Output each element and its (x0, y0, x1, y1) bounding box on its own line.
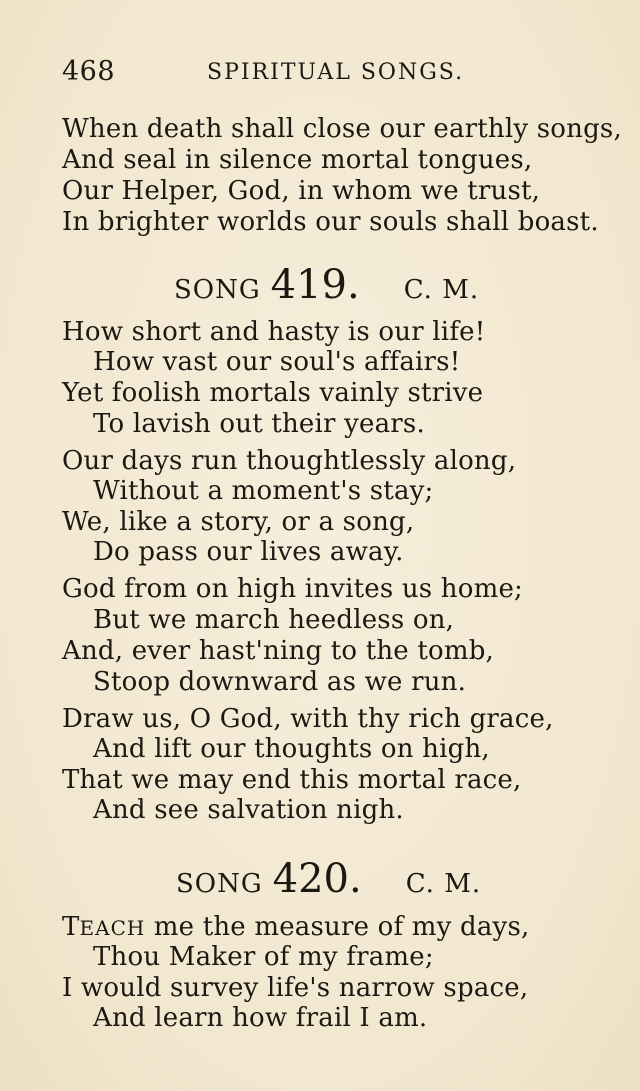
stanza-3-line-4: Stoop downward as we run. (93, 667, 467, 697)
stanza-3-line-3: And, ever hast'ning to the tomb, (62, 636, 495, 666)
stanza-3-line-1: God from on high invites us home; (62, 574, 523, 604)
stanza-4-line-2: And lift our thoughts on high, (93, 734, 490, 764)
first-line-text: me the measure of my days, (145, 912, 530, 942)
first-word-capital: T (62, 912, 80, 942)
stanza-2-line-1: Our days run thoughtlessly along, (62, 446, 517, 476)
previous-song-line-3: Our Helper, God, in whom we trust, (62, 176, 541, 206)
stanza-2-line-4: Do pass our lives away. (93, 537, 404, 567)
song-number: 420. (272, 856, 362, 902)
page-number: 468 (62, 56, 116, 87)
previous-song-line-2: And seal in silence mortal tongues, (62, 145, 533, 175)
stanza-2-line-3: We, like a story, or a song, (62, 507, 415, 537)
running-head (62, 56, 602, 96)
song-label: SONG (176, 869, 263, 899)
song-number: 419. (270, 262, 360, 308)
song-label: SONG (174, 275, 261, 305)
song-meter: C. M. (405, 869, 482, 899)
stanza-1-line-1: How short and hasty is our life! (62, 317, 486, 347)
first-word-small-caps: EACH (79, 916, 146, 940)
previous-song-line-4: In brighter worlds our souls shall boast. (62, 207, 599, 237)
previous-song-line-1: When death shall close our earthly songs, (62, 114, 622, 144)
stanza-4-line-3: That we may end this mortal race, (62, 765, 522, 795)
song-420-line-2: Thou Maker of my frame; (93, 942, 434, 972)
song-420-line-1 (62, 912, 529, 942)
stanza-4-line-4: And see salvation nigh. (93, 795, 404, 825)
stanza-3-line-2: But we march heedless on, (93, 605, 455, 635)
stanza-1-line-3: Yet foolish mortals vainly strive (62, 378, 484, 408)
song-419-heading (174, 262, 479, 308)
song-420-line-3: I would survey life's narrow space, (62, 973, 529, 1003)
song-420-heading (176, 856, 481, 902)
stanza-1-line-2: How vast our soul's affairs! (93, 347, 461, 377)
stanza-2-line-2: Without a moment's stay; (93, 476, 434, 506)
book-title: SPIRITUAL SONGS. (207, 60, 465, 85)
song-420-line-4: And learn how frail I am. (93, 1003, 428, 1033)
stanza-1-line-4: To lavish out their years. (93, 409, 425, 439)
stanza-4-line-1: Draw us, O God, with thy rich grace, (62, 704, 554, 734)
song-meter: C. M. (403, 275, 480, 305)
